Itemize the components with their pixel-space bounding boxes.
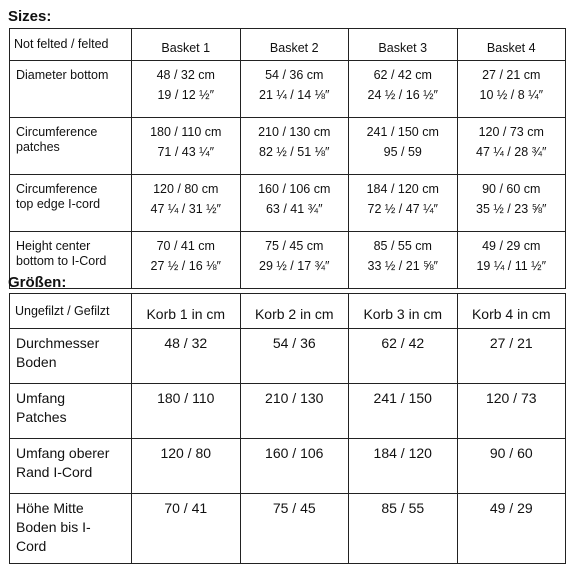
row-label: Umfang oberer Rand I-Cord — [10, 439, 132, 494]
sizes-header-row — [10, 29, 566, 61]
size-cell: 27 / 21 — [457, 329, 566, 384]
size-cell: 184 / 120 — [349, 439, 458, 494]
size-cell: 48 / 32 cm 19 / 12 ½″ — [132, 61, 241, 118]
size-cell: 54 / 36 — [240, 329, 349, 384]
sizes-header-basket-3: Basket 3 — [349, 29, 458, 61]
row-label: Umfang Patches — [10, 384, 132, 439]
groessen-heading: Größen: — [8, 274, 67, 291]
size-cell: 184 / 120 cm 72 ½ / 47 ¼″ — [349, 175, 458, 232]
sizes-header-basket-1: Basket 1 — [132, 29, 241, 61]
size-cell: 49 / 29 — [457, 494, 566, 564]
groessen-header-label: Ungefilzt / Gefilzt — [10, 294, 132, 329]
size-cell: 62 / 42 — [349, 329, 458, 384]
sizes-header-basket-4: Basket 4 — [457, 29, 566, 61]
size-cell: 75 / 45 cm 29 ½ / 17 ¾″ — [240, 232, 349, 289]
sizes-header-label: Not felted / felted — [10, 29, 132, 61]
sizes-header-basket-2: Basket 2 — [240, 29, 349, 61]
row-label: Diameter bottom — [10, 61, 132, 118]
size-cell: 160 / 106 — [240, 439, 349, 494]
size-cell: 180 / 110 cm 71 / 43 ¼″ — [132, 118, 241, 175]
size-cell: 85 / 55 — [349, 494, 458, 564]
table-row — [10, 232, 566, 289]
groessen-header-row — [10, 294, 566, 329]
size-cell: 180 / 110 — [132, 384, 241, 439]
groessen-header-korb-2: Korb 2 in cm — [240, 294, 349, 329]
groessen-table — [9, 293, 566, 564]
table-row — [10, 329, 566, 384]
table-row — [10, 384, 566, 439]
size-cell: 90 / 60 cm 35 ½ / 23 ⅝″ — [457, 175, 566, 232]
size-cell: 48 / 32 — [132, 329, 241, 384]
size-cell: 120 / 73 — [457, 384, 566, 439]
groessen-header-korb-1: Korb 1 in cm — [132, 294, 241, 329]
row-label: Höhe Mitte Boden bis I- Cord — [10, 494, 132, 564]
size-cell: 160 / 106 cm 63 / 41 ¾″ — [240, 175, 349, 232]
groessen-header-korb-4: Korb 4 in cm — [457, 294, 566, 329]
size-cell: 210 / 130 cm 82 ½ / 51 ⅛″ — [240, 118, 349, 175]
size-cell: 75 / 45 — [240, 494, 349, 564]
size-cell: 49 / 29 cm 19 ¼ / 11 ½″ — [457, 232, 566, 289]
table-row — [10, 118, 566, 175]
size-cell: 62 / 42 cm 24 ½ / 16 ½″ — [349, 61, 458, 118]
size-cell: 90 / 60 — [457, 439, 566, 494]
table-row — [10, 494, 566, 564]
size-cell: 241 / 150 — [349, 384, 458, 439]
row-label: Durchmesser Boden — [10, 329, 132, 384]
table-row — [10, 439, 566, 494]
groessen-header-korb-3: Korb 3 in cm — [349, 294, 458, 329]
size-cell: 85 / 55 cm 33 ½ / 21 ⅝″ — [349, 232, 458, 289]
row-label: Circumference top edge I-cord — [10, 175, 132, 232]
size-cell: 120 / 73 cm 47 ¼ / 28 ¾″ — [457, 118, 566, 175]
sizes-table — [9, 28, 566, 289]
table-row — [10, 175, 566, 232]
sizes-heading: Sizes: — [8, 8, 52, 25]
size-cell: 120 / 80 — [132, 439, 241, 494]
size-cell: 70 / 41 — [132, 494, 241, 564]
size-cell: 120 / 80 cm 47 ¼ / 31 ½″ — [132, 175, 241, 232]
row-label: Height center bottom to I-Cord — [10, 232, 132, 289]
size-cell: 27 / 21 cm 10 ½ / 8 ¼″ — [457, 61, 566, 118]
table-row — [10, 61, 566, 118]
row-label: Circumference patches — [10, 118, 132, 175]
size-cell: 241 / 150 cm 95 / 59 — [349, 118, 458, 175]
size-cell: 54 / 36 cm 21 ¼ / 14 ⅛″ — [240, 61, 349, 118]
size-cell: 210 / 130 — [240, 384, 349, 439]
size-cell: 70 / 41 cm 27 ½ / 16 ⅛″ — [132, 232, 241, 289]
